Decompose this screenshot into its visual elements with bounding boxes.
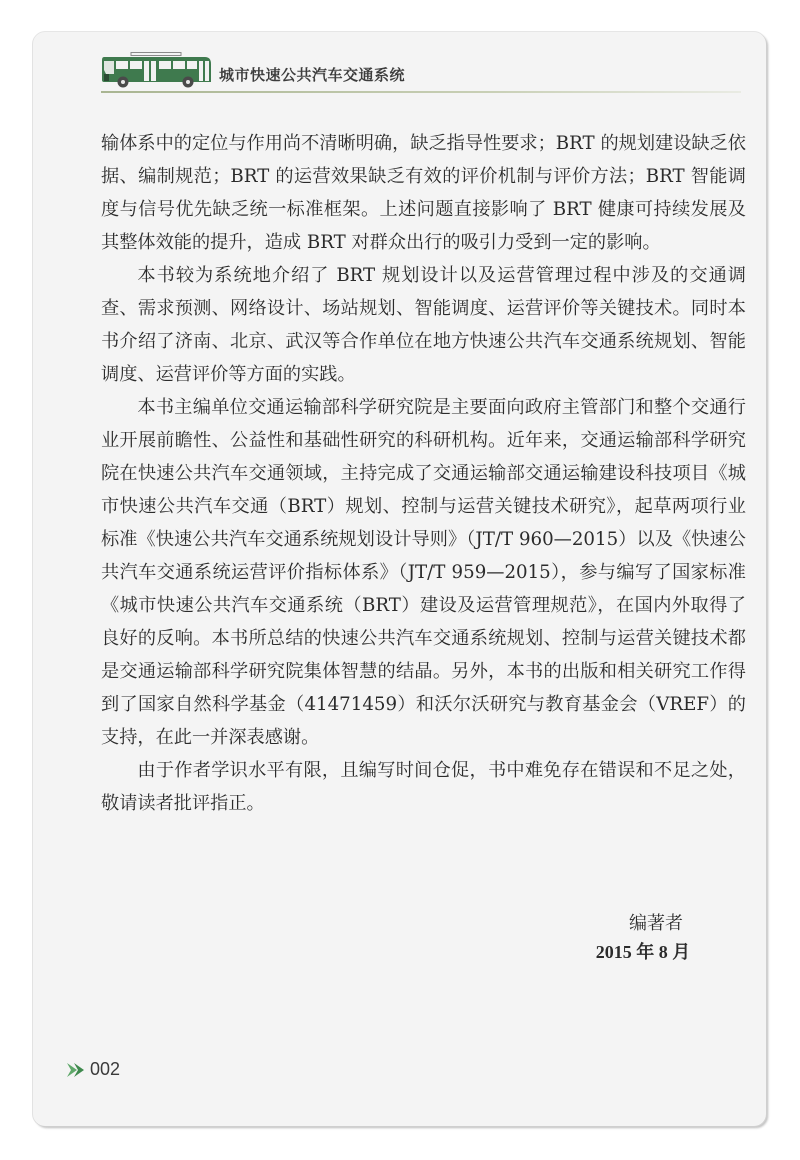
page-number: 002 [90, 1059, 121, 1079]
book-title: 城市快速公共汽车交通系统 [219, 66, 406, 84]
author-label: 编著者 [629, 913, 683, 934]
page-footer [66, 1059, 120, 1080]
signature-block [573, 910, 713, 966]
paragraph: 输体系中的定位与作用尚不清晰明确，缺乏指导性要求；BRT 的规划建设缺乏依据、编制规范；BRT 的运营效果缺乏有效的评价机制与评价方法；BRT 智能调度与信号优先缺乏统一标准框架。上述问题直接影响了 BRT 健康可持续发展及其整体效能的提升，造成 BRT 对群众出行的吸引力受到一定的影响。 [101, 133, 746, 253]
bus-icon [101, 52, 213, 88]
preface-body [101, 127, 746, 820]
running-header [101, 52, 741, 94]
paragraph: 由于作者学识水平有限，且编写时间仓促，书中难免存在错误和不足之处，敬请读者批评指正。 [101, 760, 746, 814]
date-label: 2015 年 8 月 [595, 942, 691, 962]
header-divider [101, 91, 741, 93]
arrow-right-icon [66, 1062, 86, 1078]
book-page [33, 32, 766, 1126]
paragraph: 本书主编单位交通运输部科学研究院是主要面向政府主管部门和整个交通行业开展前瞻性、公益性和基础性研究的科研机构。近年来，交通运输部科学研究院在快速公共汽车交通领域，主持完成了交通运输部交通运输建设科技项目《城市快速公共汽车交通（BRT）规划、控制与运营关键技术研究》，起草两项行业标准《快速公共汽车交通系统规划设计导则》（JT/T 960—2015）以及《快速公共汽车交通系统运营评价指标体系》（JT/T 959—2015），参与编写了国家标准《城市快速公共汽车交通系统（BRT）建设及运营管理规范》，在国内外取得了良好的反响。本书所总结的快速公共汽车交通系统规划、控制与运营关键技术都是交通运输部科学研究院集体智慧的结晶。另外，本书的出版和相关研究工作得到了国家自然科学基金（41471459）和沃尔沃研究与教育基金会（VREF）的支持，在此一并深表感谢。 [101, 397, 746, 748]
paragraph: 本书较为系统地介绍了 BRT 规划设计以及运营管理过程中涉及的交通调查、需求预测、网络设计、场站规划、智能调度、运营评价等关键技术。同时本书介绍了济南、北京、武汉等合作单位在地方快速公共汽车交通系统规划、智能调度、运营评价等方面的实践。 [101, 265, 746, 385]
